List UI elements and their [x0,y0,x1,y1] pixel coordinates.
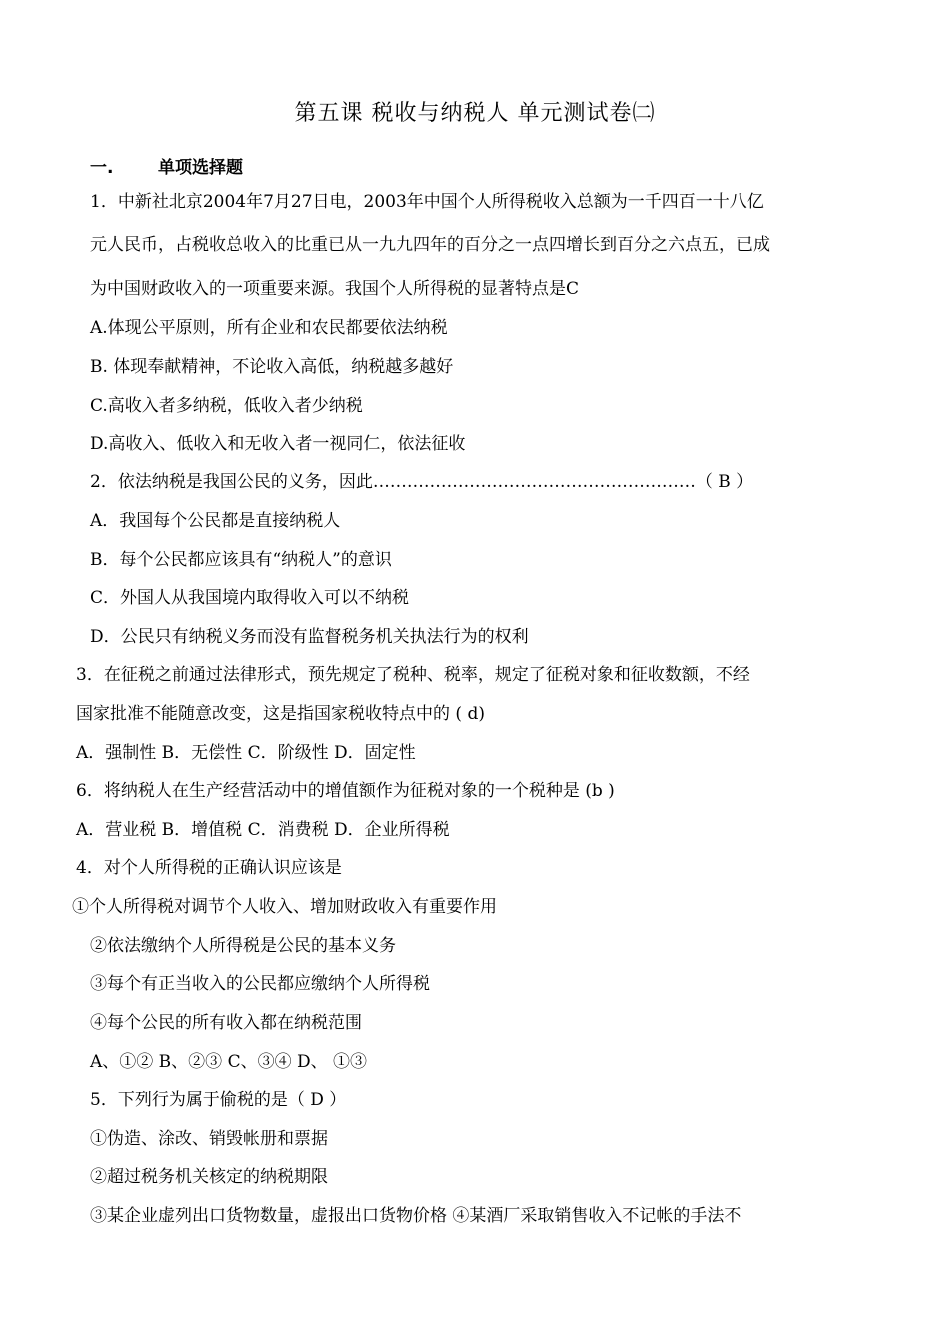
q5-statement-1: ①伪造、涂改、销毁帐册和票据 [90,1129,328,1149]
q2-option-a: A．我国每个公民都是直接纳税人 [90,511,341,531]
q1-text-line-1: 1．中新社北京2004年7月27日电，2003年中国个人所得税收入总额为一千四百一十八亿 [90,192,764,212]
q1-option-c: C.高收入者多纳税，低收入者少纳税 [90,396,363,416]
page-title: 第五课 税收与纳税人 单元测试卷㈡ [294,101,656,126]
q4-statement-4: ④每个公民的所有收入都在纳税范围 [90,1013,362,1033]
q6-text: 6．将纳税人在生产经营活动中的增值额作为征税对象的一个税种是 (b ) [76,781,615,801]
q4-text: 4．对个人所得税的正确认识应该是 [76,858,342,878]
section-heading [90,153,243,178]
section-number: 一. [90,158,114,178]
q2-option-c: C．外国人从我国境内取得收入可以不纳税 [90,588,410,608]
q2-text: 2．依法纳税是我国公民的义务，因此…………………………………………………（ B ） [90,472,754,492]
q1-text-line-3: 为中国财政收入的一项重要来源。我国个人所得税的显著特点是C [90,279,580,299]
q6-options: A．营业税 B．增值税 C．消费税 D．企业所得税 [76,820,450,840]
q2-option-d: D．公民只有纳税义务而没有监督税务机关执法行为的权利 [90,627,529,647]
q4-options: A、①② B、②③ C、③④ D、 ①③ [90,1052,368,1072]
q3-text-line-1: 3．在征税之前通过法律形式，预先规定了税种、税率，规定了征税对象和征收数额，不经 [76,665,750,685]
section-label: 单项选择题 [158,158,243,178]
q1-option-d: D.高收入、低收入和无收入者一视同仁，依法征收 [90,434,466,454]
q4-statement-3: ③每个有正当收入的公民都应缴纳个人所得税 [90,974,430,994]
q4-statement-2: ②依法缴纳个人所得税是公民的基本义务 [90,936,396,956]
q3-options: A．强制性 B．无偿性 C．阶级性 D．固定性 [76,743,416,763]
q5-statement-3-4: ③某企业虚列出口货物数量，虚报出口货物价格 ④某酒厂采取销售收入不记帐的手法不 [90,1206,742,1226]
q5-text: 5．下列行为属于偷税的是（ D ） [90,1090,347,1110]
q3-text-line-2: 国家批准不能随意改变，这是指国家税收特点中的 ( d) [76,704,485,724]
q1-option-b: B. 体现奉献精神，不论收入高低，纳税越多越好 [90,357,454,377]
q2-option-b: B．每个公民都应该具有“纳税人”的意识 [90,550,392,570]
q1-option-a: A.体现公平原则，所有企业和农民都要依法纳税 [90,318,448,338]
q5-statement-2: ②超过税务机关核定的纳税期限 [90,1167,328,1187]
q4-statement-1: ①个人所得税对调节个人收入、增加财政收入有重要作用 [72,897,497,917]
q1-text-line-2: 元人民币，占税收总收入的比重已从一九九四年的百分之一点四增长到百分之六点五，已成 [90,235,770,255]
